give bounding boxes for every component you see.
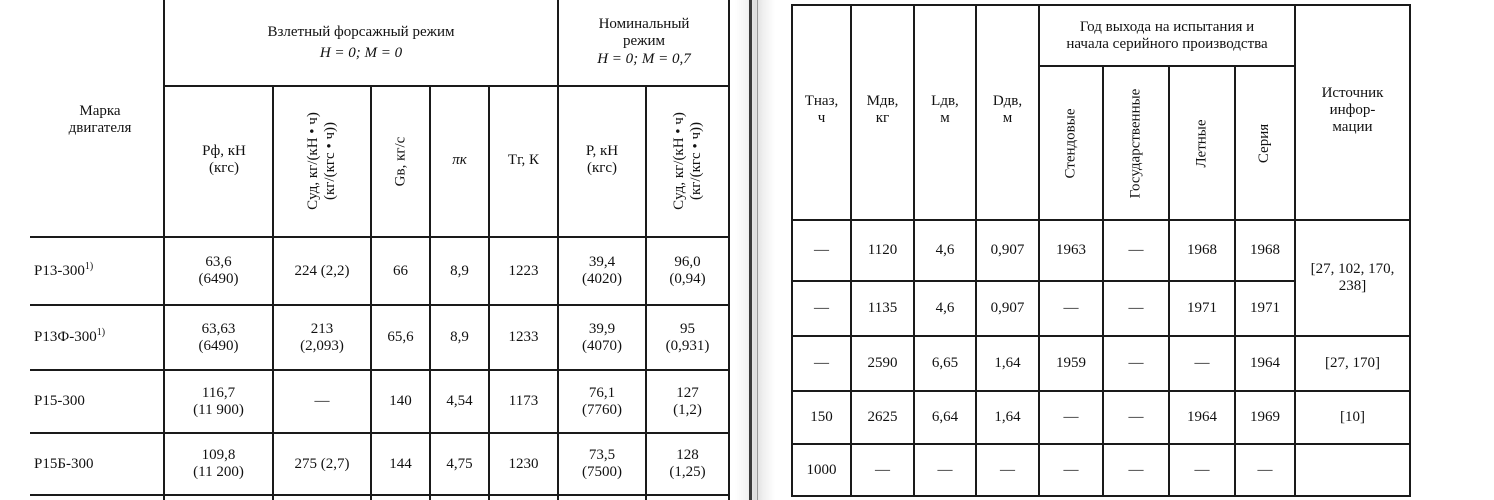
col-p-header: P, кН (кгс) <box>585 143 619 176</box>
stand-year: — <box>1063 461 1079 478</box>
series-header: Серия <box>1256 123 1273 163</box>
p-value: 76,1 (7760) <box>582 384 622 418</box>
source-header: Источник инфор- мации <box>1321 84 1384 135</box>
gv-value: 65,6 <box>387 329 414 345</box>
flight-year: — <box>1194 355 1210 371</box>
col-gv-header: Gв, кг/с <box>392 136 408 186</box>
stand-year: 1959 <box>1056 355 1086 371</box>
m-dv-value: 1120 <box>867 242 898 258</box>
p-value: 73,5 (7500) <box>582 447 622 480</box>
t-naz-header: Tназ, ч <box>804 93 839 126</box>
flight-year: 1964 <box>1187 409 1217 425</box>
d-dv-value: 0,907 <box>990 242 1025 258</box>
col-pik-header: πк <box>452 151 467 168</box>
series-year: 1971 <box>1250 300 1280 316</box>
source-ref: [10] <box>1340 409 1365 425</box>
book-gutter <box>735 0 775 500</box>
stand-year: — <box>1063 300 1079 316</box>
l-dv-value: 4,6 <box>935 300 955 316</box>
col-cud-header: Cуд, кг/(кН • ч) (кг/(кгс • ч)) <box>305 112 338 210</box>
series-year: 1969 <box>1250 409 1280 425</box>
engine-column-header: Марка двигателя <box>68 103 132 136</box>
l-dv-value: 6,64 <box>931 409 959 425</box>
m-dv-value: 2625 <box>867 409 898 425</box>
gv-value: 140 <box>389 393 412 409</box>
p-value: 39,4 (4020) <box>582 254 622 287</box>
gov-year: — <box>1128 355 1144 371</box>
flight-year: 1971 <box>1187 300 1217 316</box>
pik-value: 8,9 <box>450 329 469 345</box>
cud-nominal-value: 96,0 (0,94) <box>669 254 706 287</box>
l-dv-value: — <box>937 461 953 478</box>
series-year: 1964 <box>1250 355 1280 371</box>
t-naz-value: — <box>814 242 829 258</box>
m-dv-value: 2590 <box>867 355 898 371</box>
t-naz-value: 150 <box>810 409 833 425</box>
d-dv-value: 0,907 <box>990 300 1025 316</box>
group-takeoff-conditions: H = 0; M = 0 <box>319 44 403 61</box>
flight-year: 1968 <box>1187 242 1217 258</box>
m-dv-value: 1135 <box>867 300 898 316</box>
pik-value: 4,54 <box>446 393 473 409</box>
d-dv-value: 1,64 <box>994 409 1021 425</box>
source-ref: [27, 102, 170, 238] <box>1310 261 1395 294</box>
series-year: — <box>1257 461 1273 478</box>
year-group-header: Год выхода на испытания и начала серийного производства <box>1066 19 1268 52</box>
gov-year: — <box>1128 300 1144 316</box>
pf-value: 63,63 (6490) <box>198 320 239 354</box>
pf-value: 116,7 (11 900) <box>193 384 244 418</box>
cud-nominal-value: 95 (0,931) <box>665 320 710 354</box>
engine-name: Р13-300$^{1)}$ <box>34 260 94 279</box>
tg-value: 1230 <box>508 455 539 472</box>
engine-name: Р15-300 <box>34 393 85 409</box>
m-dv-value: — <box>875 461 890 478</box>
gov-year: — <box>1128 242 1144 258</box>
group-nominal-conditions: H = 0; M = 0,7 <box>597 50 691 67</box>
pik-value: 8,9 <box>450 262 469 279</box>
gov-year: — <box>1128 461 1144 478</box>
left-page <box>0 0 735 500</box>
engine-name: Р15Б-300 <box>34 455 94 472</box>
gov-year: — <box>1128 409 1144 425</box>
t-naz-value: 1000 <box>806 461 837 478</box>
pik-value: 4,75 <box>446 455 473 472</box>
p-value: 39,9 (4070) <box>582 320 622 354</box>
m-dv-header: Mдв, кг <box>866 93 899 126</box>
pf-value: 109,8 (11 200) <box>193 447 244 480</box>
tg-value: 1233 <box>508 329 539 345</box>
cud-nominal-value: 128 (1,25) <box>669 447 706 480</box>
stand-year: 1963 <box>1056 242 1086 258</box>
l-dv-header: Lдв, м <box>931 93 959 126</box>
engine-name: Р13Ф-300$^{1)}$ <box>34 327 106 345</box>
cud-value: 224 (2,2) <box>294 262 350 279</box>
t-naz-value: — <box>814 355 829 371</box>
right-page <box>775 0 1494 500</box>
gv-value: 66 <box>393 262 408 279</box>
flight-tests-header: Летные <box>1193 118 1210 168</box>
gov-tests-header: Государственные <box>1127 88 1144 198</box>
col-pf-header: Pф, кН (кгс) <box>202 143 246 176</box>
group-nominal-label: Номинальный режим <box>598 16 690 49</box>
cud-value: 213 (2,093) <box>300 320 344 354</box>
d-dv-value: 1,64 <box>994 355 1021 371</box>
col-tg-header: Tг, К <box>507 151 540 168</box>
series-year: 1968 <box>1250 242 1280 258</box>
d-dv-header: Dдв, м <box>992 93 1023 126</box>
d-dv-value: — <box>1000 461 1015 478</box>
tg-value: 1173 <box>508 393 539 409</box>
stand-tests-header: Стендовые <box>1062 108 1079 178</box>
group-takeoff-label: Взлетный форсажный режим <box>267 23 455 40</box>
cud-value: — <box>314 393 330 409</box>
cud-value: 275 (2,7) <box>294 455 350 472</box>
l-dv-value: 4,6 <box>935 242 955 258</box>
tg-value: 1223 <box>508 262 539 279</box>
flight-year: — <box>1194 461 1210 478</box>
pf-value: 63,6 (6490) <box>198 254 239 287</box>
t-naz-value: — <box>814 300 829 316</box>
l-dv-value: 6,65 <box>931 355 959 371</box>
gv-value: 144 <box>389 455 412 472</box>
stand-year: — <box>1063 409 1079 425</box>
source-ref: [27, 170] <box>1325 355 1380 371</box>
cud-nominal-value: 127 (1,2) <box>673 384 702 418</box>
col-cud-nominal-header: Cуд, кг/(кН • ч) (кг/(кгс • ч)) <box>670 112 704 210</box>
